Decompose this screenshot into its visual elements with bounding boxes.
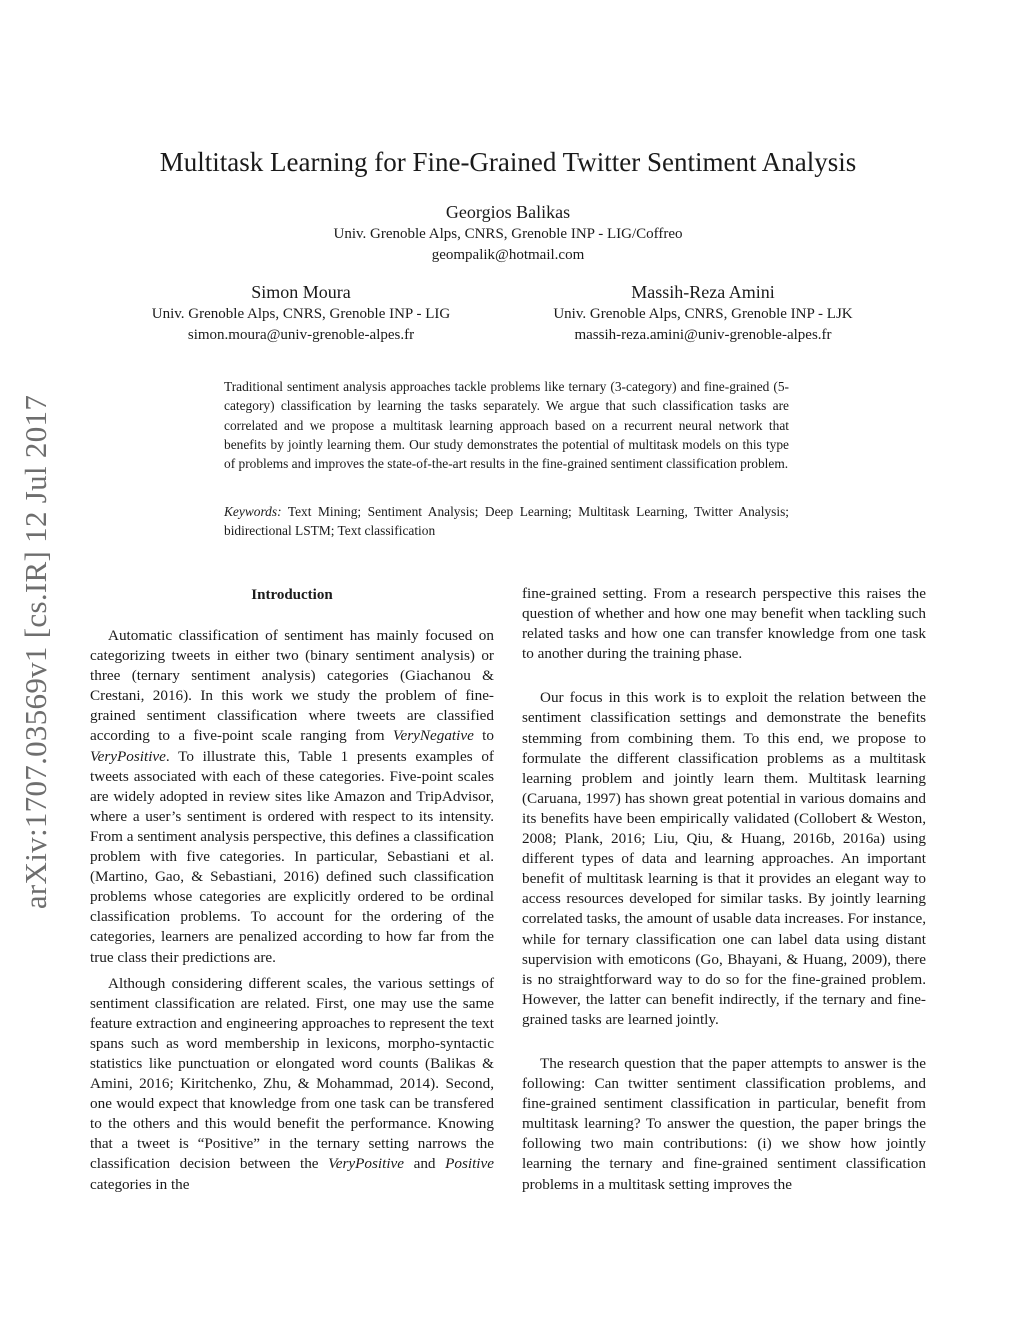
keywords	[224, 502, 789, 541]
author-main-email: geompalik@hotmail.com	[431, 247, 585, 263]
arxiv-side-label: arXiv:1707.03569v1 [cs.IR] 12 Jul 2017	[18, 394, 53, 910]
left-column	[90, 626, 494, 1195]
intro-paragraph-2	[90, 974, 494, 1195]
abstract: Traditional sentiment analysis approaches tackle problems like ternary (3-category) and fine-grained (5-category) classification by learning the tasks separately. We argue that such classification tasks are correlated and we propose a multitask learning approach based on a recurrent neural network that benefits by jointly learning them. Our study demonstrates the potential of multitask models on this type of problems and improves the state-of-the-art results in the fine-grained sentiment classification problem.	[224, 379, 789, 472]
right-column	[522, 584, 926, 1195]
author-right-affiliation: Univ. Grenoble Alps, CNRS, Grenoble INP - LJK	[553, 306, 853, 322]
keywords-label: Keywords:	[224, 504, 282, 519]
right-paragraph-2: Our focus in this work is to exploit the relation between the sentiment classification settings and demonstrate the benefits stemming from combining them. To this end, we propose to formulate the different classification problems as a multitask learning problem and jointly learn them. Multitask learning (Caruana, 1997) has shown great potential in various domains and its benefits have been empirically validated (Collobert & Weston, 2008; Plank, 2016; Liu, Qiu, & Huang, 2016b, 2016a) using different types of data and learning approaches. An important benefit of multitask learning is that it provides an elegant way to access resources developed for similar tasks. By jointly learning correlated tasks, the amount of usable data increases. For instance, while for ternary classification one can label data using distant supervision with emoticons (Go, Bhayani, & Huang, 2009), there is no straightforward way to do so for the fine-grained problem. However, the latter can benefit indirectly, if the ternary and fine-grained tasks are learned jointly.	[522, 689, 927, 1028]
intro-p1-text-a: Automatic classification of sentiment has mainly focused on categorizing tweets in either two (binary sentiment analysis) or three (ternary sentiment analysis) categories (Giachanou & Crestani, 2016). In this work we study the problem of fine-grained sentiment classification where tweets are classified according to a five-point scale ranging from	[90, 627, 494, 745]
author-right-email: massih-reza.amini@univ-grenoble-alpes.fr	[574, 327, 832, 343]
author-right-name: Massih-Reza Amini	[631, 282, 775, 302]
intro-p1-term-verypositive: VeryPositive	[90, 747, 166, 765]
author-main-affiliation: Univ. Grenoble Alps, CNRS, Grenoble INP - LIG/Coffreo	[333, 226, 683, 242]
intro-p2-text-a: Although considering different scales, the various settings of sentiment classification are related. First, one may use the same feature extraction and engineering approaches to represent the text spans such as word membership in lexicons, morpho-syntactic statistics like punctuation or elongated word counts (Balikas & Amini, 2016; Kiritchenko, Zhu, & Mohammad, 2014). Second, one would expect that knowledge from one task can be transfered to the others and this would benefit the performance. Knowing that a tweet is “Positive” in the ternary setting narrows the classification decision between the	[90, 974, 494, 1173]
author-left-affiliation: Univ. Grenoble Alps, CNRS, Grenoble INP - LIG	[151, 306, 451, 322]
paper-title: Multitask Learning for Fine-Grained Twitter Sentiment Analysis	[159, 147, 857, 177]
intro-p1-text-e: . To illustrate this, Table 1 presents examples of tweets associated with each of these categories. Five-point scales are widely adopted in review sites like Amazon and TripAdvisor, where a user’s sentiment is ordered with respect to its intensity. From a sentiment analysis perspective, this defines a classification problem with five categories. In particular, Sebastiani et al. (Martino, Gao, & Sebastiani, 2016) defined such classification problems whose categories are explicitly ordered to be ordinal classification problems. To account for the ordering of the categories, learners are penalized according to how far from the true class their predictions are.	[90, 747, 494, 966]
intro-p2-text-e: categories in the	[90, 1175, 190, 1193]
author-left-name: Simon Moura	[251, 282, 351, 302]
intro-p2-text-c: and	[404, 1155, 446, 1173]
intro-paragraph-1	[90, 626, 494, 968]
section-heading-introduction: Introduction	[251, 587, 333, 603]
author-left	[120, 282, 482, 345]
author-right	[520, 282, 886, 345]
right-paragraph-3: The research question that the paper attempts to answer is the following: Can twitter sentiment classification problems, and fine-grained sentiment classification in particular, benefit from multitask learning? To answer the question, the paper brings the following two main contributions: (i) we show how jointly learning the ternary and fine-grained sentiment classification problems in a multitask setting improves the	[522, 1054, 926, 1193]
keywords-text: Text Mining; Sentiment Analysis; Deep Learning; Multitask Learning, Twitter Analysis; bidirectional LSTM; Text classification	[224, 504, 790, 539]
right-paragraph-1: fine-grained setting. From a research perspective this raises the question of whether and how one may benefit when tackling such related tasks and how one can transfer knowledge from one task to another during the training phase.	[522, 585, 926, 663]
intro-p1-text-c: to	[473, 727, 494, 745]
intro-p2-term-positive: Positive	[445, 1155, 494, 1173]
author-main	[0, 202, 1016, 265]
intro-p2-term-verypositive: VeryPositive	[328, 1155, 405, 1173]
author-left-email: simon.moura@univ-grenoble-alpes.fr	[187, 327, 415, 343]
intro-p1-term-verynegative: VeryNegative	[392, 727, 474, 745]
author-main-name: Georgios Balikas	[445, 202, 571, 222]
